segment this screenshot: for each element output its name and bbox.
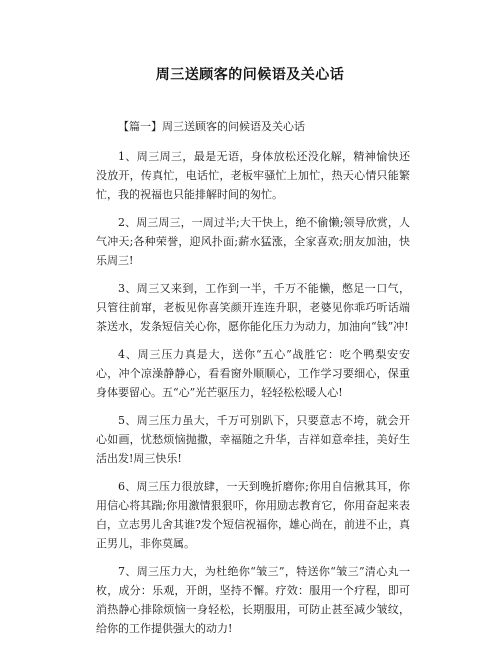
paragraph-3: 3、周三又来到，工作到一半，千万不能懒，憋足一口气，只管往前窜，老板见你喜笑颜开连连升职，老婆见你乖巧听话端茶送水，发条短信关心你，愿你能化压力为动力，加油向“钱”冲! — [96, 282, 410, 333]
paragraph-2: 2、周三周三，一周过半;大干快上，绝不偷懒;领导欣赏，人气冲天;各种荣誉，迎风扑面;薪水猛涨，全家喜欢;朋友加油，快乐周三! — [96, 216, 410, 267]
page-title: 周三送顾客的问候语及关心话 — [155, 67, 345, 83]
paragraph-1: 1、周三周三，最是无语，身体放松还没化解，精神愉快还没放开，传真忙，电话忙，老板牢骚忙上加忙，热天心情只能繁忙，我的祝福也只能排解时间的匆忙。 — [96, 150, 410, 201]
section-heading: 【篇一】周三送顾客的问候语及关心话 — [118, 120, 305, 133]
paragraph-6: 6、周三压力很放肆，一天到晚折磨你;你用自信揪其耳，你用信心将其踹;你用激情狠狠吓，你用励志教育它，你用奋起来表白，立志男儿舍其谁?发个短信祝福你，雄心尚在，前进不止，真正男儿，非你莫属。 — [96, 480, 410, 550]
paragraph-4: 4、周三压力真是大，送你“五心”战胜它：吃个鸭梨安安心，冲个凉澡静静心，看看窗外顺顺心，工作学习要细心，保重身体要留心。五“心”光芒驱压力，轻轻松松暖人心! — [96, 348, 410, 399]
paragraph-5: 5、周三压力虽大，千万可别趴下，只要意志不垮，就会开心如画，忧愁烦恼抛撒，幸福随之升华，吉祥如意牵挂，美好生活出发!周三快乐! — [96, 414, 410, 465]
paragraph-7: 7、周三压力大，为杜绝你“皱三”，特送你“皱三”清心丸一枚，成分：乐观，开朗，坚持不懈。疗效：服用一个疗程，即可消热静心排除烦恼一身轻松，长期服用，可防止甚至减少皱纹，给你的工作提供强大的动力! — [96, 565, 410, 635]
document-body — [96, 117, 410, 647]
